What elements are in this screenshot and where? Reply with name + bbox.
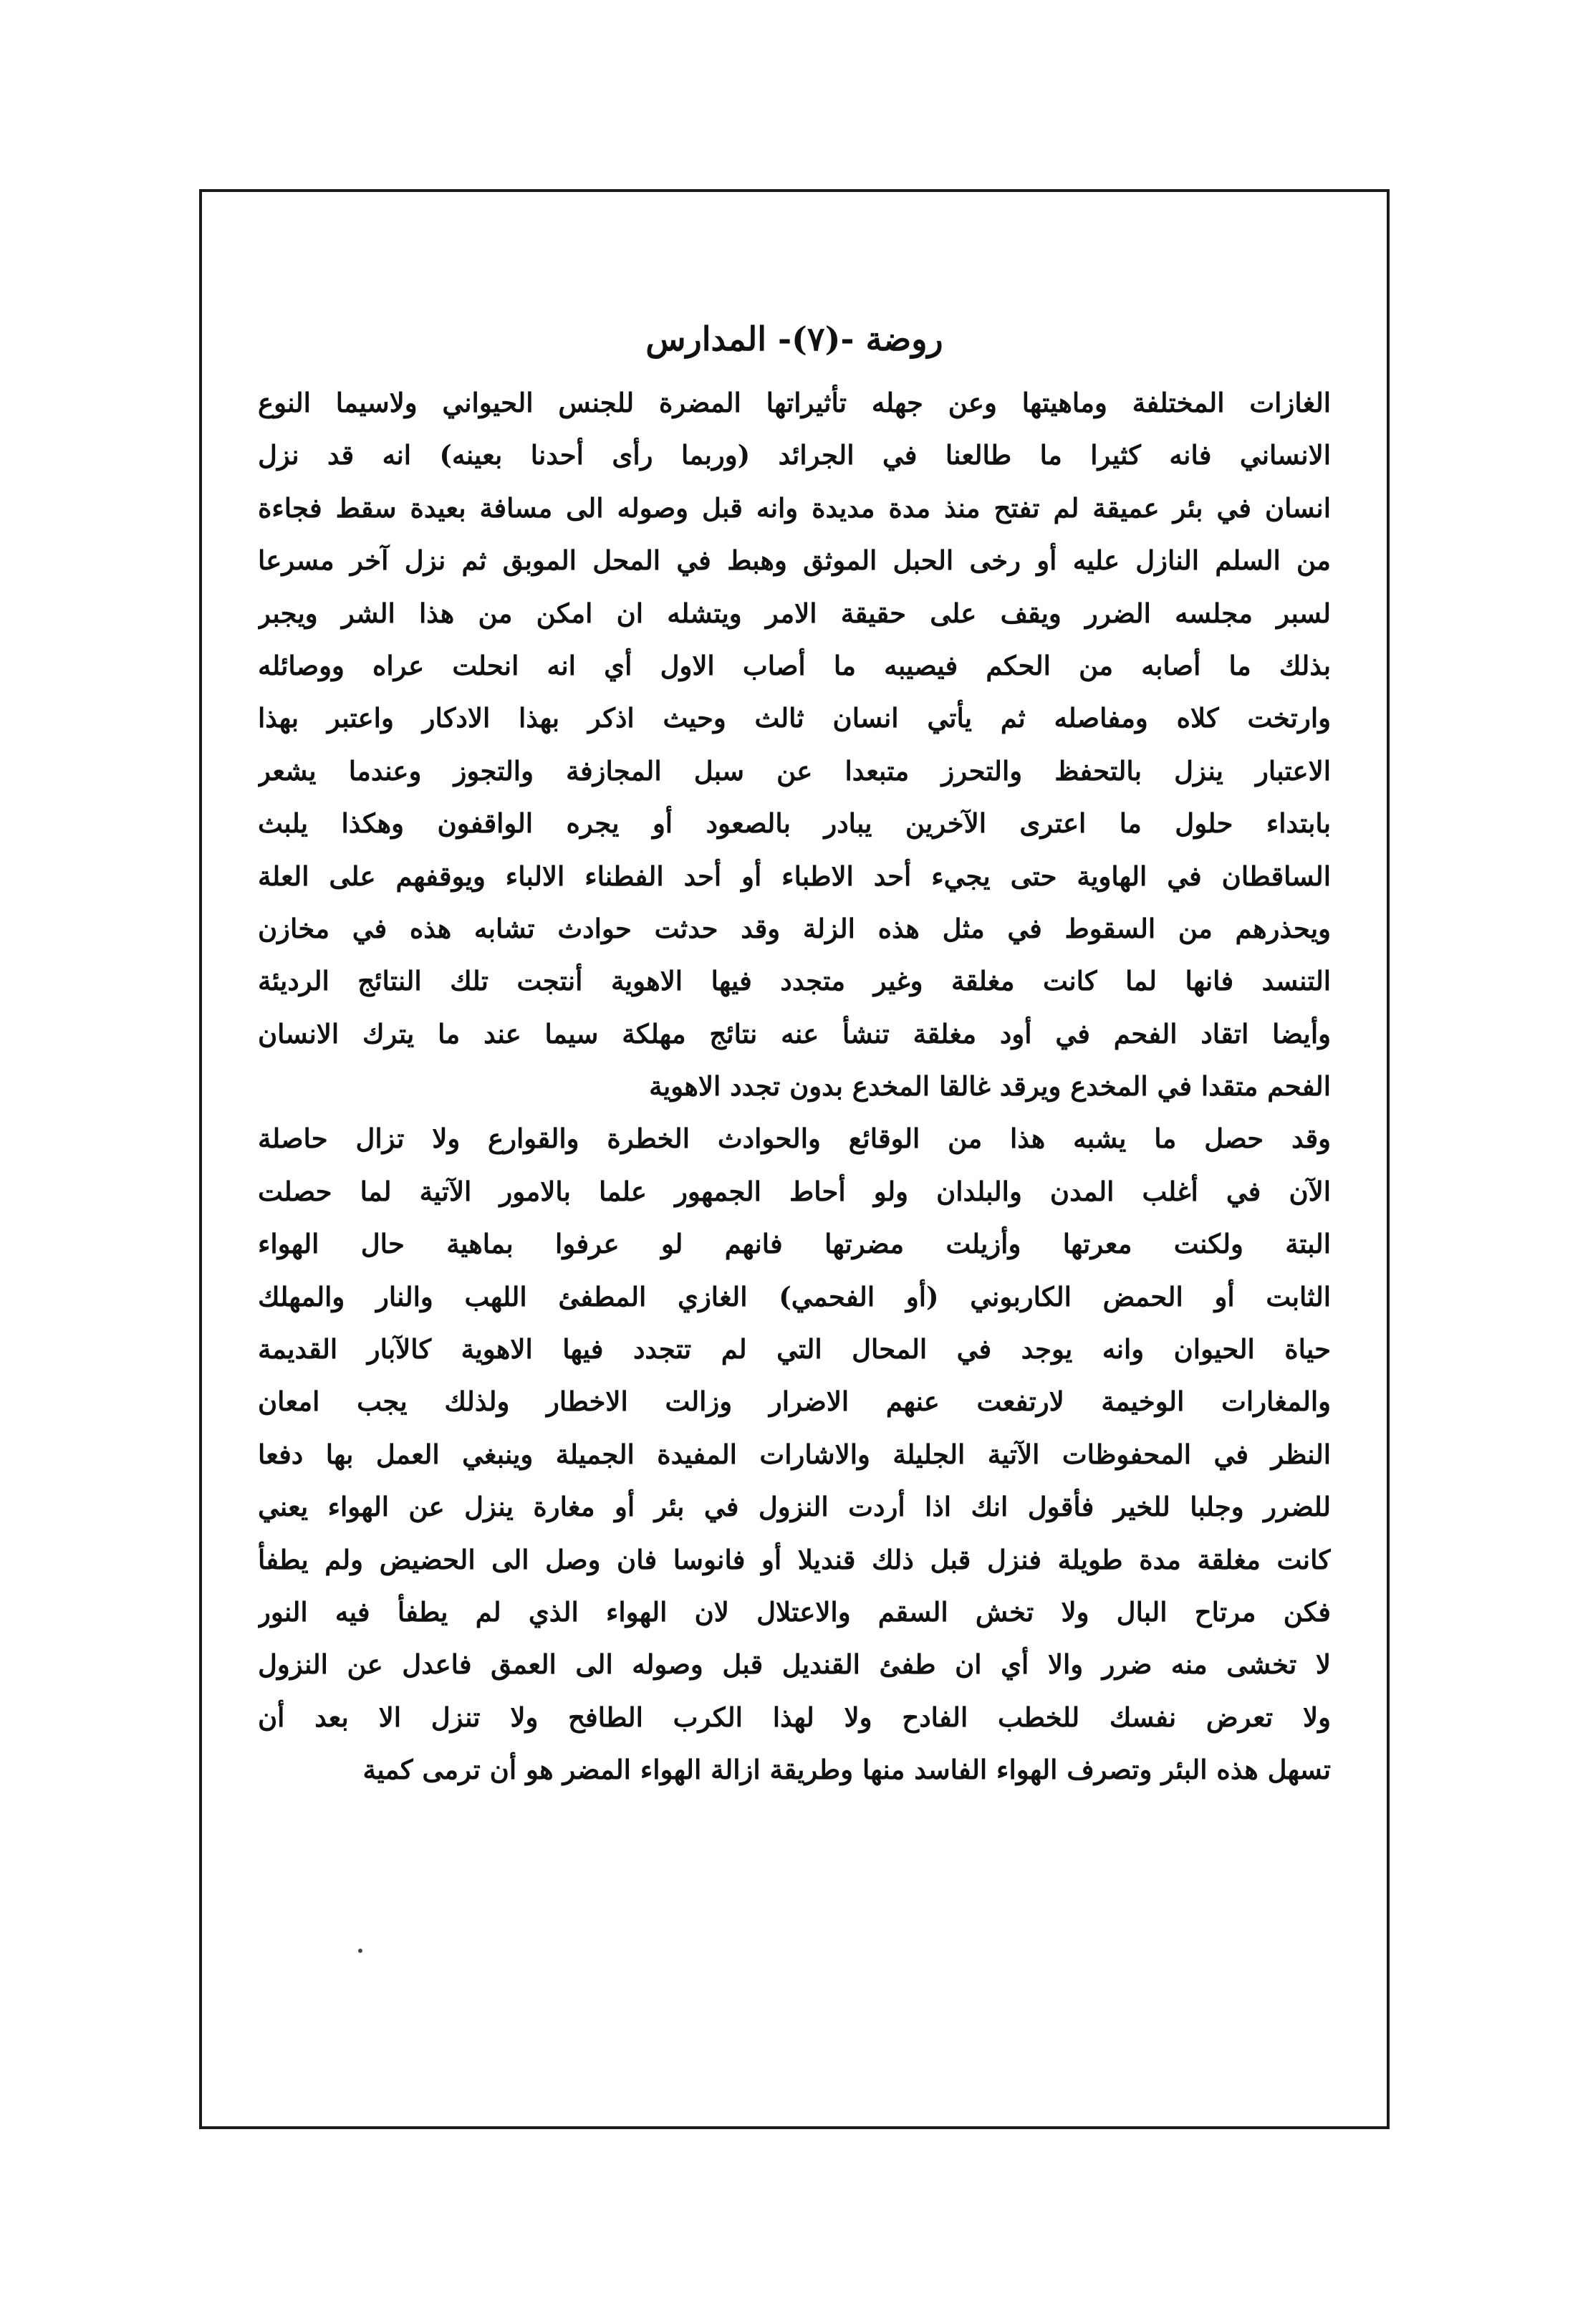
- text-line: كانت مغلقة مدة طويلة فنزل قبل ذلك قنديلا أو فانوسا فان وصل الى الحضيض ولم يطفأ: [258, 1543, 1331, 1575]
- text-line: الانساني فانه كثيرا ما طالعنا في الجرائد (وربما رأى أحدنا بعينه) انه قد نزل: [258, 439, 1331, 471]
- text-line: الفحم متقدا في المخدع ويرقد غالقا المخدع بدون تجدد الاهوية: [649, 1070, 1331, 1103]
- text-line: الاعتبار ينزل بالتحفظ والتحرز متبعدا عن سبل المجازفة والتجوز وعندما يشعر: [258, 754, 1331, 787]
- text-line: بابتداء حلول ما اعترى الآخرين يبادر بالصعود أو يجره الواقفون وهكذا يلبث: [258, 807, 1331, 840]
- text-line: فكن مرتاح البال ولا تخش السقم والاعتلال لان الهواء الذي لم يطفأ فيه النور: [258, 1595, 1331, 1628]
- text-line: والمغارات الوخيمة لارتفعت عنهم الاضرار وزالت الاخطار ولذلك يجب امعان: [258, 1386, 1331, 1418]
- text-line: من السلم النازل عليه أو رخى الحبل الموثق وهبط في المحل الموبق ثم نزل آخر مسرعا: [258, 544, 1331, 577]
- text-line: حياة الحيوان وانه يوجد في المحال التي لم تتجدد فيها الاهوية كالآبار القديمة: [258, 1333, 1331, 1365]
- text-line: لسبر مجلسه الضرر ويقف على حقيقة الامر ويتشله ان امكن من هذا الشر ويجبر: [258, 597, 1331, 629]
- text-line: ويحذرهم من السقوط في مثل هذه الزلة وقد حدثت حوادث تشابه هذه في مخازن: [258, 912, 1331, 944]
- body-text: [258, 377, 1331, 1797]
- text-line: بذلك ما أصابه من الحكم فيصيبه ما أصاب الاول أي انه انحلت عراه ووصائله: [258, 649, 1331, 681]
- stray-mark: [358, 1949, 362, 1953]
- text-line: البتة ولكنت معرتها وأزيلت مضرتها فانهم لو عرفوا بماهية حال الهواء: [258, 1228, 1331, 1260]
- text-line: للضرر وجلبا للخير فأقول انك اذا أردت النزول في بئر أو مغارة ينزل عن الهواء يعني: [258, 1491, 1331, 1523]
- text-line: ولا تعرض نفسك للخطب الفادح ولا لهذا الكرب الطافح ولا تنزل الا بعد أن: [258, 1701, 1331, 1733]
- page-frame: [199, 189, 1390, 2129]
- text-line: الثابت أو الحمض الكاربوني (أو الفحمي) الغازي المطفئ اللهب والنار والمهلك: [258, 1280, 1331, 1312]
- text-line: الساقطان في الهاوية حتى يجيء أحد الاطباء أو أحد الفطناء الالباء ويوقفهم على العلة: [258, 860, 1331, 892]
- text-line: النظر في المحفوظات الآتية الجليلة والاشارات المفيدة الجميلة وينبغي العمل بها دفعا: [258, 1438, 1331, 1470]
- text-line: الآن في أغلب المدن والبلدان ولو أحاط الجمهور علما بالامور الآتية لما حصلت: [258, 1175, 1331, 1207]
- page-header: روضة -(٧)- المدارس: [645, 320, 943, 358]
- text-line: وقد حصل ما يشبه هذا من الوقائع والحوادث الخطرة والقوارع ولا تزال حاصلة: [258, 1123, 1331, 1155]
- text-line: الغازات المختلفة وماهيتها وعن جهله تأثيراتها المضرة للجنس الحيواني ولاسيما النوع: [258, 387, 1331, 418]
- text-line: وأيضا اتقاد الفحم في أود مغلقة تنشأ عنه نتائج مهلكة سيما عند ما يترك الانسان: [258, 1017, 1331, 1050]
- text-line: التنسد فانها لما كانت مغلقة وغير متجدد فيها الاهوية أنتجت تلك النتائج الرديئة: [258, 965, 1331, 997]
- text-line: تسهل هذه البئر وتصرف الهواء الفاسد منها وطريقة ازالة الهواء المضر هو أن ترمى كمية: [362, 1754, 1331, 1786]
- text-line: انسان في بئر عميقة لم تفتح منذ مدة مديدة وانه قبل وصوله الى مسافة بعيدة سقط فجاءة: [258, 491, 1331, 524]
- text-line: وارتخت كلاه ومفاصله ثم يأتي انسان ثالث وحيث اذكر بهذا الادكار واعتبر بهذا: [258, 702, 1331, 734]
- text-line: لا تخشى منه ضرر والا أي ان طفئ القنديل قبل وصوله الى العمق فاعدل عن النزول: [258, 1648, 1331, 1681]
